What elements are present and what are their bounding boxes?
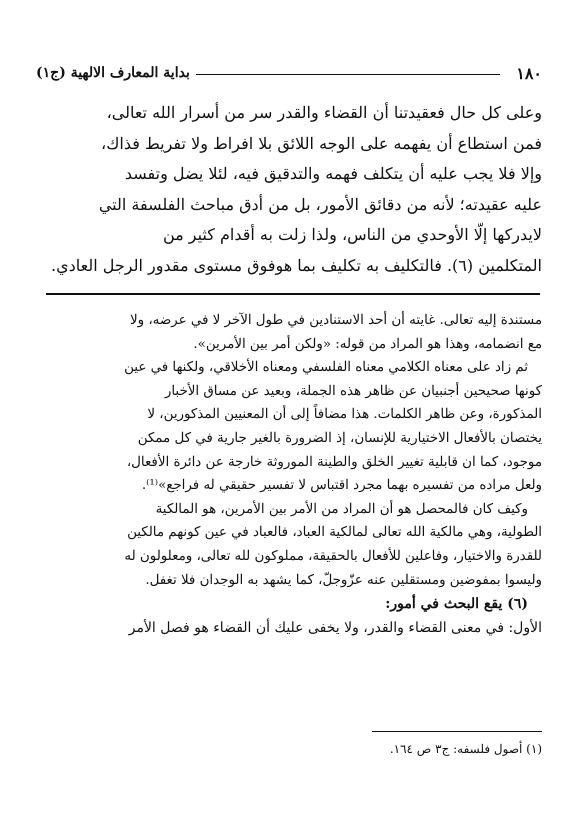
commentary-line: ثم زاد على معناه الكلامي معناه الفلسفي ومعناه الأخلاقي، ولكنها في عين bbox=[124, 360, 528, 376]
commentary-separator bbox=[46, 293, 540, 295]
page-header bbox=[36, 60, 542, 86]
commentary-line: للقدرة والاختيار، وفاعلين للأفعال بالحقيقة، مملوكون لله تعالى، ومعلولون له bbox=[124, 548, 542, 564]
main-text-line: عليه عقيدته؛ لأنه من دقائق الأمور، بل من أدق مباحث الفلسفة التي bbox=[98, 194, 542, 214]
note-heading: (٦) يقع البحث في أمور: bbox=[385, 596, 528, 613]
main-text-line: فمن استطاع أن يفهمه على الوجه اللائق بلا افراط ولا تفريط فذاك، bbox=[101, 133, 542, 153]
commentary-line: يختصان بالأفعال الاختيارية للإنسان، إذ الضرورة بالغير جارية في كل ممكن bbox=[137, 430, 542, 446]
commentary-line: مستندة إليه تعالى. غايته أن أحد الاستنادين في طول الآخر لا في عرضه، ولا bbox=[129, 313, 542, 328]
commentary-line: موجود، كما ان قابلية تغيير الخلق والطينة الموروثة خارجة عن دائرة الأفعال، bbox=[126, 454, 542, 470]
commentary-line: المذكورة، وعن ظاهر الكلمات. هذا مضافاً إلى أن المعنيين المذكورين، لا bbox=[147, 407, 542, 423]
commentary-line: وكيف كان فالمحصل هو أن المراد من الأمر بين الأمرين، هو المالكية bbox=[155, 501, 528, 517]
commentary-line: الأول: في معنى القضاء والقدر، ولا يخفى عليك أن القضاء هو فصل الأمر bbox=[128, 619, 542, 636]
commentary-line: وليسوا بمفوضين ومستقلين عنه عزّوجلّ، كما يشهد به الوجدان فلا تغفل. bbox=[145, 572, 542, 588]
main-text-line: لايدركها إلّا الأوحدي من الناس، ولذا زلت به أقدام كثير من bbox=[162, 225, 542, 244]
footnote: (١) أصول فلسفه: ج٣ ص ١٦٤. bbox=[389, 742, 542, 756]
commentary-line: الطولية، وهي مالكية الله تعالى لمالكية العباد، فالعباد في عين كونهم مالكين bbox=[127, 525, 542, 541]
commentary-line: ولعل مراده من تفسيره بهما مجرد اقتباس لا تفسير حقيقي له فراجع»⁽¹⁾. bbox=[141, 478, 542, 494]
commentary-line: كونها صحيحين أجنبيان عن ظاهر هذه الجملة، وبعيد عن مساق الأخبار bbox=[164, 383, 542, 399]
main-text-block bbox=[48, 98, 542, 281]
main-text-line: وعلى كل حال فعقيدتنا أن القضاء والقدر سر من أسرار الله تعالى، bbox=[106, 103, 542, 122]
running-title: بداية المعارف الالهية (ج١) bbox=[36, 65, 190, 81]
main-text-line: وإلا فلا يجب عليه أن يتكلف فهمه والتدقيق فيه، لئلا يضل وتفسد bbox=[124, 164, 542, 183]
footnote-separator bbox=[372, 731, 542, 732]
page-number: ١٨٠ bbox=[516, 63, 542, 83]
main-text-line: المتكلمين (٦). فالتكليف به تكليف بما هوفوق مستوى مقدور الرجل العادي. bbox=[51, 255, 542, 275]
commentary-line: مع انضمامه، وهذا هو المراد من قوله: «ولكن أمر بين الأمرين». bbox=[193, 336, 542, 352]
commentary-block bbox=[48, 310, 542, 640]
header-rule bbox=[196, 74, 500, 75]
